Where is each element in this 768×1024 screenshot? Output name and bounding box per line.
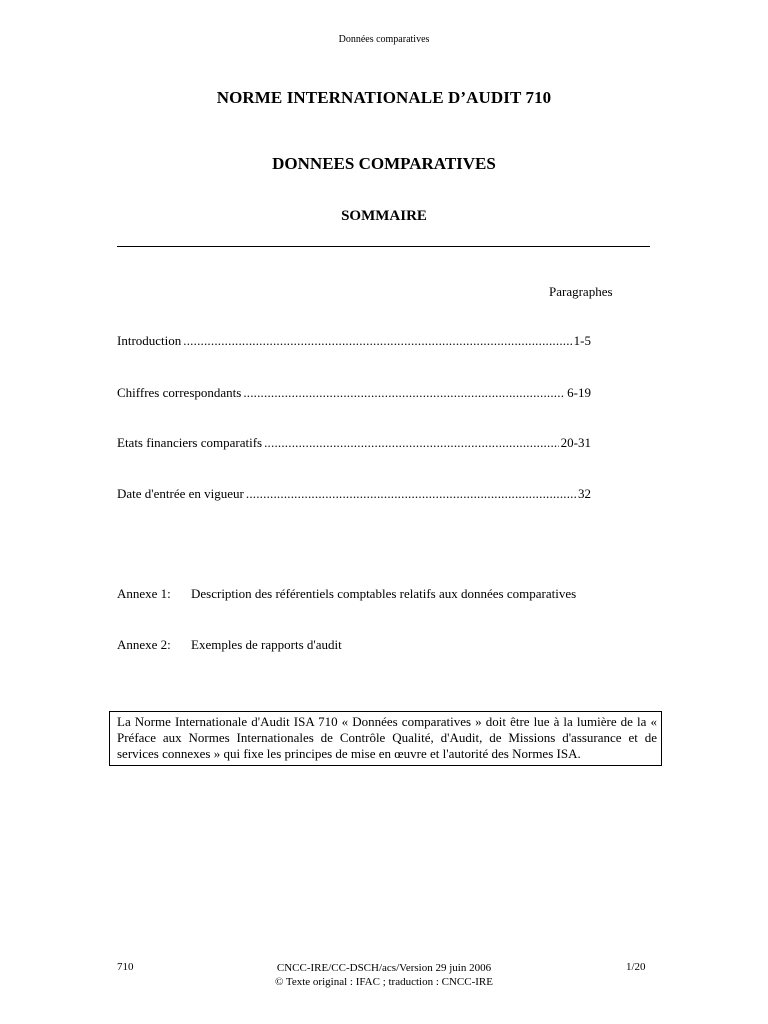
running-header: Données comparatives <box>338 34 430 45</box>
toc-entry <box>117 435 591 451</box>
notice-text: La Norme Internationale d'Audit ISA 710 « Données comparatives » doit être lue à la lumière de la « Préface aux Normes Internationales de Contrôle Qualité, d'Audit, de Missions d'assurance et de services connexes » qui fixe les principes de mise en œuvre et l'autorité des Normes ISA. <box>117 714 657 761</box>
section-title: SOMMAIRE <box>341 208 427 224</box>
toc-entry-label: Introduction <box>117 333 182 348</box>
annex-item <box>117 586 576 602</box>
annex-label: Annexe 1: <box>117 586 171 601</box>
annex-description: Exemples de rapports d'audit <box>191 637 342 652</box>
toc-leader-dots <box>264 435 559 451</box>
annex-label: Annexe 2: <box>117 637 171 652</box>
toc-entry-paragraphs: 1-5 <box>573 333 591 348</box>
toc-entry-label: Etats financiers comparatifs <box>117 435 263 450</box>
toc-entry-paragraphs: 32 <box>578 486 591 501</box>
toc-entry-label: Date d'entrée en vigueur <box>117 486 244 501</box>
toc-entry <box>117 333 591 349</box>
toc-entry-label: Chiffres correspondants <box>117 385 242 400</box>
toc-entry <box>117 486 591 502</box>
toc-entry-paragraphs: 20-31 <box>560 435 591 450</box>
horizontal-rule <box>117 246 650 247</box>
document-subtitle: DONNEES COMPARATIVES <box>272 154 496 173</box>
footer-copyright: © Texte original : IFAC ; traduction : CNCC-IRE <box>275 976 493 988</box>
footer-version: CNCC-IRE/CC-DSCH/acs/Version 29 juin 2006 <box>276 962 492 974</box>
toc-entry-paragraphs: 6-19 <box>567 385 591 400</box>
toc-column-header: Paragraphes <box>549 284 613 299</box>
toc-leader-dots <box>183 333 571 349</box>
footer-center <box>0 961 768 989</box>
document-title: NORME INTERNATIONALE D’AUDIT 710 <box>216 88 552 107</box>
annex-description: Description des référentiels comptables relatifs aux données comparatives <box>191 586 577 601</box>
footer-standard-number: 710 <box>117 961 134 973</box>
annex-item <box>117 637 342 653</box>
toc-leader-dots <box>246 486 576 502</box>
toc-leader-dots <box>243 385 565 401</box>
notice-box <box>109 711 662 766</box>
footer-page-number: 1/20 <box>626 961 646 973</box>
toc-entry <box>117 385 591 401</box>
